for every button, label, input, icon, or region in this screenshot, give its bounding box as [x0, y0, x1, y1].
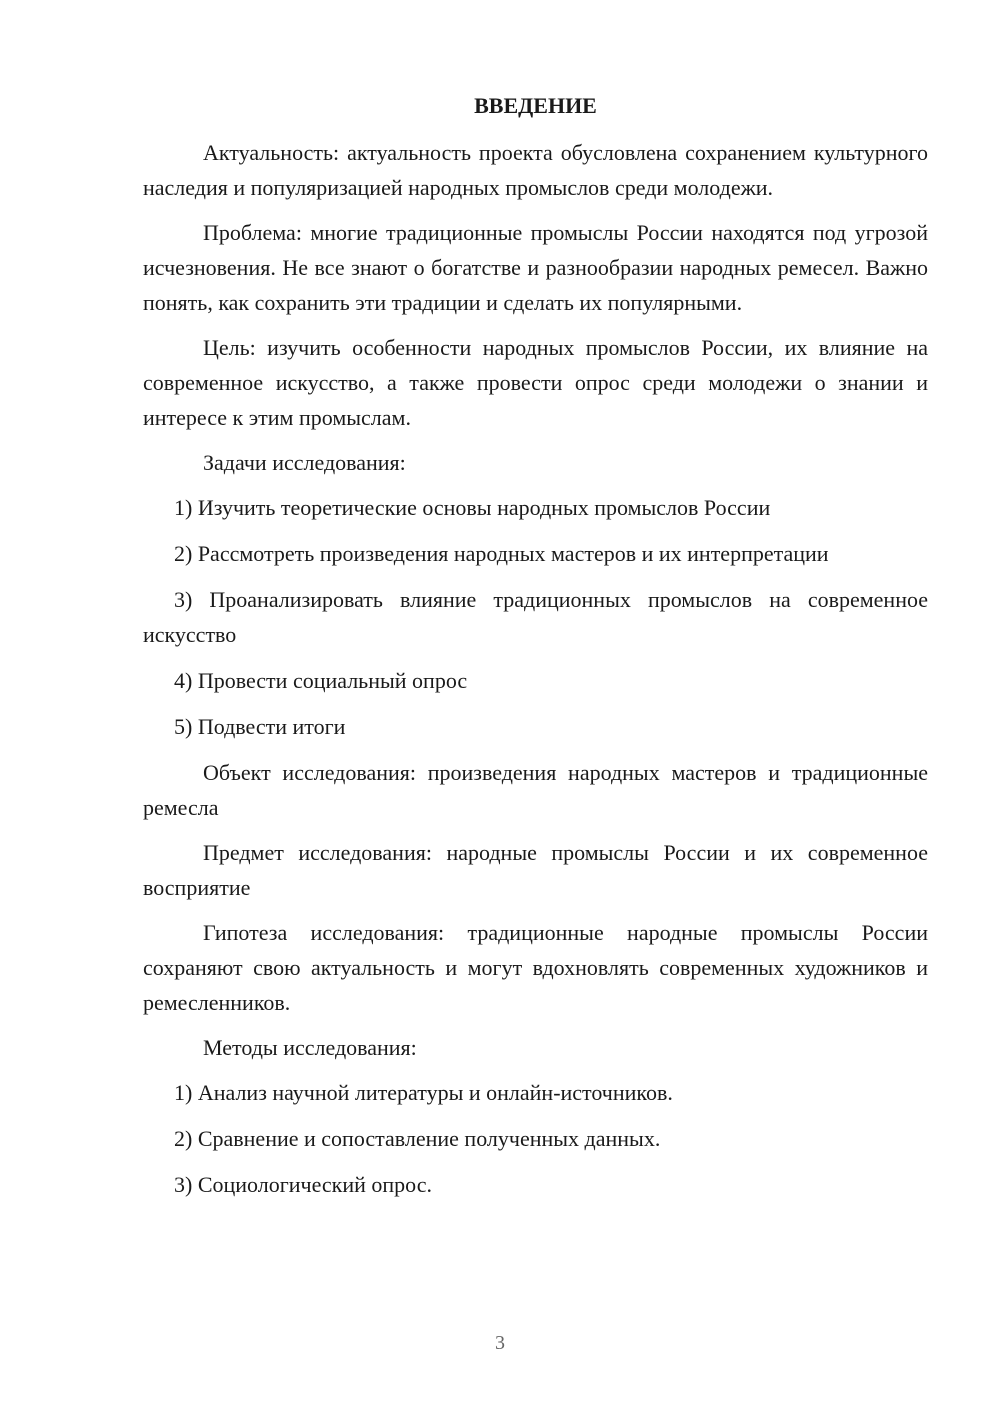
task-item-2: 2) Рассмотреть произведения народных мастеров и их интерпретации — [174, 541, 829, 566]
paragraph-hypothesis: Гипотеза исследования: традиционные народные промыслы России сохраняют свою актуальность и могут вдохновлять современных художников и ремесленников. — [143, 920, 928, 1015]
document-page — [143, 88, 928, 1213]
paragraph-goal: Цель: изучить особенности народных промыслов России, их влияние на современное искусство, а также провести опрос среди молодежи о знании и интересе к этим промыслам. — [143, 335, 928, 430]
paragraph-subject: Предмет исследования: народные промыслы России и их современное восприятие — [143, 840, 928, 900]
paragraph-object: Объект исследования: произведения народных мастеров и традиционные ремесла — [143, 760, 928, 820]
task-item-3: 3) Проанализировать влияние традиционных промыслов на современное искусство — [143, 587, 928, 647]
method-item-2: 2) Сравнение и сопоставление полученных данных. — [174, 1126, 661, 1151]
paragraph-problem: Проблема: многие традиционные промыслы России находятся под угрозой исчезновения. Не все знают о богатстве и разнообразии народных ремесел. Важно понять, как сохранить эти традиции и сделать их популярными. — [143, 220, 928, 315]
task-item-5: 5) Подвести итоги — [174, 714, 346, 739]
methods-title: Методы исследования: — [203, 1035, 417, 1060]
page-number: 3 — [495, 1332, 505, 1354]
section-heading: ВВЕДЕНИЕ — [474, 93, 597, 118]
task-item-1: 1) Изучить теоретические основы народных промыслов России — [174, 495, 771, 520]
tasks-title: Задачи исследования: — [203, 450, 406, 475]
task-item-4: 4) Провести социальный опрос — [174, 668, 468, 693]
method-item-1: 1) Анализ научной литературы и онлайн-источников. — [174, 1080, 673, 1105]
method-item-3: 3) Социологический опрос. — [174, 1172, 432, 1197]
paragraph-relevance: Актуальность: актуальность проекта обусловлена сохранением культурного наследия и популяризацией народных промыслов среди молодежи. — [143, 140, 928, 200]
